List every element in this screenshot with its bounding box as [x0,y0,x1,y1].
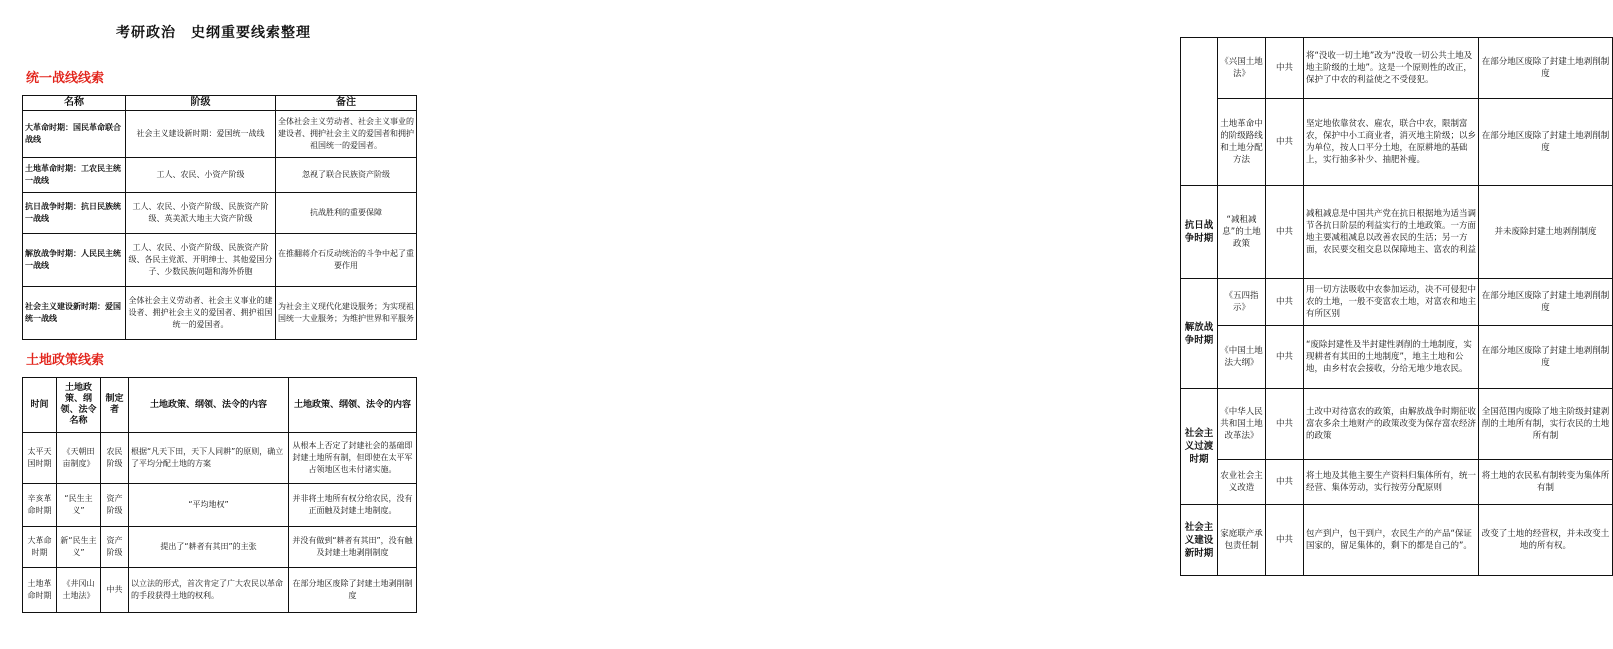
maker-cell: 中共 [1266,279,1304,326]
col-header-content: 土地政策、纲领、法令的内容 [129,378,289,433]
period-cell: 土地革命时期 [23,568,57,613]
content-cell: 减租减息是中国共产党在抗日根据地为适当调节各抗日阶层的利益实行的土地政策。一方面地主要减租减息以改善农民的生活；另一方面，农民要交租交息以保障地主、富农的利益 [1304,186,1479,279]
effect-cell: 改变了土地的经营权，并未改变土地的所有权。 [1479,505,1613,576]
col-header-maker: 制定者 [101,378,129,433]
content-cell: 坚定地依靠贫农、雇农，联合中农，限制富农，保护中小工商业者，消灭地主阶级；以乡为单位，按人口平分土地，在原耕地的基础上，实行抽多补少、抽肥补瘦。 [1304,99,1479,186]
col-header-effect: 土地政策、纲领、法令的内容 [289,378,417,433]
policy-name-cell: 土地革命中的阶级路线和土地分配方法 [1218,99,1266,186]
policy-name-cell: “民生主义” [57,484,101,527]
table-row [1181,505,1613,576]
col-header-name: 名称 [23,96,126,111]
content-cell: 提出了“耕者有其田”的主张 [129,527,289,568]
table-row [1181,279,1613,326]
maker-cell: 中共 [1266,460,1304,505]
front-class: 全体社会主义劳动者、社会主义事业的建设者、拥护社会主义的爱国者、拥护祖国统一的爱国者。 [126,287,276,340]
content-cell: “平均地权” [129,484,289,527]
front-class: 工人、农民、小资产阶级、民族资产阶级、各民主党派、开明绅士、其他爱国分子、少数民族问题和海外侨胞 [126,234,276,287]
front-note: 为社会主义现代化建设服务；为实现祖国统一大业服务；为维护世界和平服务 [276,287,417,340]
effect-cell: 从根本上否定了封建社会的基础即封建土地所有制，但即使在太平军占领地区也未付诸实施。 [289,433,417,484]
policy-name-cell: 《井冈山土地法》 [57,568,101,613]
period-cell: 社会主义建设新时期 [1181,505,1218,576]
left-page [0,0,560,649]
policy-name-cell: 《五四指示》 [1218,279,1266,326]
content-cell: 以立法的形式，首次肯定了广大农民以革命的手段获得土地的权利。 [129,568,289,613]
table-row [23,158,417,193]
effect-cell: 并没有做到“耕者有其田”，没有触及封建土地剥削制度 [289,527,417,568]
maker-cell: 中共 [1266,99,1304,186]
period-cell: 社会主义过渡时期 [1181,389,1218,505]
period-cell: 大革命时期 [23,527,57,568]
effect-cell: 在部分地区废除了封建土地剥削制度 [1479,99,1613,186]
front-name: 抗日战争时期：抗日民族统一战线 [23,193,126,234]
maker-cell: 中共 [1266,186,1304,279]
front-name: 土地革命时期：工农民主统一战线 [23,158,126,193]
front-class: 工人、农民、小资产阶级 [126,158,276,193]
land-policy-table [22,377,417,613]
table-row [23,527,417,568]
right-page [560,0,1610,649]
table-header-row [23,96,417,111]
col-header-policy-name: 土地政策、纲领、法令名称 [57,378,101,433]
table-row [1181,38,1613,99]
period-cell: 解放战争时期 [1181,279,1218,389]
table-row [1181,326,1613,389]
effect-cell: 在部分地区废除了封建土地剥削制度 [289,568,417,613]
table-row [1181,99,1613,186]
policy-name-cell: 家庭联产承包责任制 [1218,505,1266,576]
maker-cell: 中共 [1266,505,1304,576]
maker-cell: 中共 [1266,38,1304,99]
table-row [23,568,417,613]
page-title: 考研政治 史纲重要线索整理 [116,25,311,41]
maker-cell: 中共 [1266,389,1304,460]
table-header-row [23,378,417,433]
land-policy-table-continued [1180,37,1613,576]
policy-name-cell: 农业社会主义改造 [1218,460,1266,505]
effect-cell: 将土地的农民私有制转变为集体所有制 [1479,460,1613,505]
maker-cell: 资产阶级 [101,527,129,568]
effect-cell: 并未废除封建土地剥削制度 [1479,186,1613,279]
front-note: 抗战胜利的重要保障 [276,193,417,234]
policy-name-cell: 《天朝田亩制度》 [57,433,101,484]
policy-name-cell: “减租减息”的土地政策 [1218,186,1266,279]
table-row [23,433,417,484]
col-header-class: 阶级 [126,96,276,111]
col-header-period: 时间 [23,378,57,433]
col-header-note: 备注 [276,96,417,111]
table-row [23,111,417,158]
front-note: 在推翻蒋介石反动统治的斗争中起了重要作用 [276,234,417,287]
maker-cell: 农民阶级 [101,433,129,484]
effect-cell: 在部分地区废除了封建土地剥削制度 [1479,279,1613,326]
effect-cell: 在部分地区废除了封建土地剥削制度 [1479,38,1613,99]
effect-cell: 全国范围内废除了地主阶级封建剥削的土地所有制，实行农民的土地所有制 [1479,389,1613,460]
period-cell: 抗日战争时期 [1181,186,1218,279]
content-cell: 将“没收一切土地”改为“没收一切公共土地及地主阶级的土地”。这是一个原则性的改正，保护了中农的利益使之不受侵犯。 [1304,38,1479,99]
table-row [1181,389,1613,460]
maker-cell: 中共 [1266,326,1304,389]
content-cell: 土改中对待富农的政策，由解放战争时期征收富农多余土地财产的政策改变为保存富农经济的政策 [1304,389,1479,460]
policy-name-cell: 新“民生主义” [57,527,101,568]
table-row [23,234,417,287]
maker-cell: 中共 [101,568,129,613]
land-policy-heading: 土地政策线索 [26,353,105,368]
table-row [1181,460,1613,505]
period-cell: 辛亥革命时期 [23,484,57,527]
maker-cell: 资产阶级 [101,484,129,527]
front-note: 全体社会主义劳动者、社会主义事业的建设者、拥护社会主义的爱国者和拥护祖国统一的爱国者。 [276,111,417,158]
content-cell: 根据“凡天下田，天下人同耕”的原则，确立了平均分配土地的方案 [129,433,289,484]
table-row [1181,186,1613,279]
table-row [23,287,417,340]
front-name: 大革命时期：国民革命联合战线 [23,111,126,158]
table-row [23,484,417,527]
united-front-table [22,95,417,340]
period-cell [1181,38,1218,186]
front-name: 社会主义建设新时期：爱国统一战线 [23,287,126,340]
policy-name-cell: 《中华人民共和国土地改革法》 [1218,389,1266,460]
content-cell: “废除封建性及半封建性剥削的土地制度，实现耕者有其田的土地制度”，地主土地和公地，由乡村农会接收，分给无地少地农民。 [1304,326,1479,389]
front-note: 忽视了联合民族资产阶级 [276,158,417,193]
table-row [23,193,417,234]
policy-name-cell: 《兴国土地法》 [1218,38,1266,99]
front-name: 解放战争时期：人民民主统一战线 [23,234,126,287]
period-cell: 太平天国时期 [23,433,57,484]
content-cell: 用一切方法吸收中农参加运动，决不可侵犯中农的土地，一般不变富农土地，对富农和地主有所区别 [1304,279,1479,326]
policy-name-cell: 《中国土地法大纲》 [1218,326,1266,389]
content-cell: 包产到户，包干到户，农民生产的产品“保证国家的，留足集体的，剩下的都是自己的”。 [1304,505,1479,576]
united-front-heading: 统一战线线索 [26,71,105,86]
front-class: 社会主义建设新时期：爱国统一战线 [126,111,276,158]
content-cell: 将土地及其他主要生产资料归集体所有，统一经营、集体劳动，实行按劳分配原则 [1304,460,1479,505]
effect-cell: 在部分地区废除了封建土地剥削制度 [1479,326,1613,389]
effect-cell: 并非将土地所有权分给农民，没有正面触及封建土地制度。 [289,484,417,527]
front-class: 工人、农民、小资产阶级、民族资产阶级、英美派大地主大资产阶级 [126,193,276,234]
